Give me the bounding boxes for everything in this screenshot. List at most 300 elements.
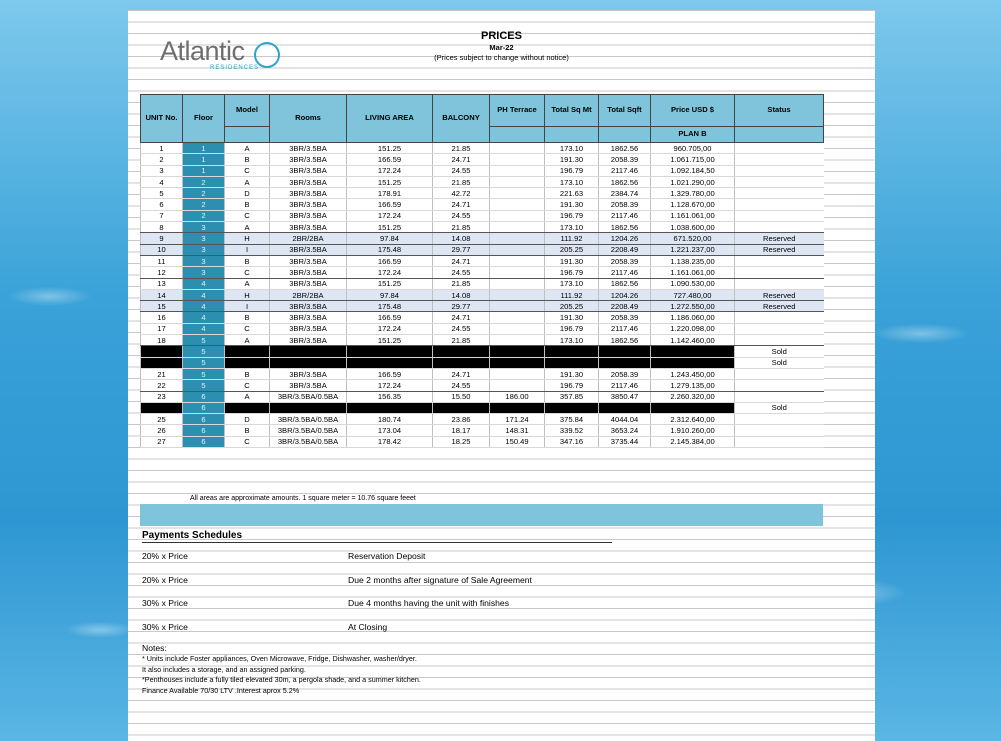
cell-total-sqft: 2117.46 [599, 267, 651, 278]
cell-floor: 4 [183, 323, 225, 334]
cell-status [735, 199, 824, 210]
cell-price: 2.312.640,00 [651, 414, 735, 425]
cell-unit: 5 [141, 188, 183, 199]
cell-status: Sold [735, 346, 824, 357]
cell-total-sqft: 2117.46 [599, 380, 651, 391]
cell-total-sqft: 2384.74 [599, 188, 651, 199]
cell-living: 97.84 [347, 289, 433, 300]
payments-heading: Payments Schedules [142, 530, 612, 543]
cell-living: 172.24 [347, 210, 433, 221]
cell-rooms: 3BR/3.5BA [270, 188, 347, 199]
cell-rooms: 3BR/3.5BA [270, 165, 347, 176]
cell-living: 151.25 [347, 335, 433, 346]
cell-model: C [225, 380, 270, 391]
cell-balcony: 21.85 [433, 335, 490, 346]
cell-floor: 4 [183, 312, 225, 323]
cell-unit: 18 [141, 335, 183, 346]
cell-price: 1.021.290,00 [651, 176, 735, 187]
note-line: *Penthouses include a fully tiled elevated 30m, a pergola shade, and a summer kitchen. [142, 675, 421, 685]
cell-total-sqft [599, 402, 651, 413]
table-row [141, 301, 824, 312]
cell-model: C [225, 436, 270, 447]
cell-ph-terrace [490, 289, 545, 300]
table-row [141, 165, 824, 176]
cell-unit: 16 [141, 312, 183, 323]
cell-price: 1.279.135,00 [651, 380, 735, 391]
cell-unit [141, 346, 183, 357]
cell-price: 1.243.450,00 [651, 368, 735, 379]
cell-balcony: 24.55 [433, 380, 490, 391]
cell-status: Sold [735, 402, 824, 413]
cell-price: 1.910.260,00 [651, 425, 735, 436]
cell-price: 1.220.098,00 [651, 323, 735, 334]
col-balcony: BALCONY [433, 95, 490, 143]
cell-ph-terrace [490, 154, 545, 165]
cell-living [347, 357, 433, 368]
cell-ph-terrace: 186.00 [490, 391, 545, 402]
cell-status [735, 188, 824, 199]
cell-model: C [225, 323, 270, 334]
cell-floor: 1 [183, 154, 225, 165]
cell-model: B [225, 255, 270, 266]
cell-ph-terrace [490, 301, 545, 312]
cell-price: 1.329.780,00 [651, 188, 735, 199]
cell-living: 178.91 [347, 188, 433, 199]
col-total-sqmt: Total Sq Mt [545, 95, 599, 127]
cell-total-sqmt: 173.10 [545, 176, 599, 187]
cell-living: 166.59 [347, 199, 433, 210]
cell-price: 1.161.061,00 [651, 267, 735, 278]
cell-price: 1.038.600,00 [651, 222, 735, 233]
cell-price: 1.221.237,00 [651, 244, 735, 255]
cell-floor: 3 [183, 244, 225, 255]
cell-price [651, 402, 735, 413]
cell-rooms: 2BR/2BA [270, 233, 347, 244]
cell-total-sqft: 1204.26 [599, 233, 651, 244]
cell-balcony: 24.71 [433, 255, 490, 266]
cell-total-sqmt: 111.92 [545, 289, 599, 300]
cell-status [735, 425, 824, 436]
cell-status: Reserved [735, 244, 824, 255]
table-row [141, 255, 824, 266]
table-row [141, 244, 824, 255]
cell-floor: 2 [183, 199, 225, 210]
cell-price: 671.520,00 [651, 233, 735, 244]
cell-rooms: 3BR/3.5BA [270, 255, 347, 266]
cell-status [735, 154, 824, 165]
cell-total-sqmt: 196.79 [545, 210, 599, 221]
payment-pct: 30% x Price [142, 598, 188, 608]
cell-ph-terrace [490, 165, 545, 176]
cell-floor: 3 [183, 222, 225, 233]
table-row [141, 380, 824, 391]
cell-total-sqmt: 339.52 [545, 425, 599, 436]
cell-floor: 4 [183, 289, 225, 300]
cell-total-sqft [599, 346, 651, 357]
cell-living: 175.48 [347, 301, 433, 312]
cell-unit: 7 [141, 210, 183, 221]
cell-ph-terrace [490, 312, 545, 323]
col-price: Price USD $ [651, 95, 735, 127]
price-disclaimer: (Prices subject to change without notice) [434, 53, 569, 62]
cell-price: 1.090.530,00 [651, 278, 735, 289]
cell-unit: 9 [141, 233, 183, 244]
cell-total-sqft: 3850.47 [599, 391, 651, 402]
table-row [141, 278, 824, 289]
cell-total-sqmt: 357.85 [545, 391, 599, 402]
cell-total-sqft: 1204.26 [599, 289, 651, 300]
cell-balcony: 24.55 [433, 210, 490, 221]
cell-balcony: 18.17 [433, 425, 490, 436]
cell-balcony [433, 357, 490, 368]
cell-floor: 3 [183, 255, 225, 266]
cell-floor: 6 [183, 425, 225, 436]
cell-floor: 6 [183, 436, 225, 447]
cell-living: 173.04 [347, 425, 433, 436]
cell-price: 1.092.184,50 [651, 165, 735, 176]
cell-total-sqmt [545, 357, 599, 368]
col-model: Model [225, 95, 270, 127]
payment-desc: Due 2 months after signature of Sale Agreement [348, 574, 532, 585]
cell-living: 166.59 [347, 368, 433, 379]
cell-total-sqft: 1862.56 [599, 222, 651, 233]
cell-rooms: 3BR/3.5BA [270, 154, 347, 165]
cell-living: 156.35 [347, 391, 433, 402]
table-row [141, 436, 824, 447]
cell-status: Reserved [735, 289, 824, 300]
table-row [141, 233, 824, 244]
cell-balcony: 21.85 [433, 176, 490, 187]
cell-model: C [225, 165, 270, 176]
cell-total-sqft: 1862.56 [599, 335, 651, 346]
cell-total-sqft: 1862.56 [599, 176, 651, 187]
cell-ph-terrace [490, 278, 545, 289]
cell-ph-terrace [490, 335, 545, 346]
cell-floor: 2 [183, 176, 225, 187]
cell-model: B [225, 425, 270, 436]
cell-unit: 2 [141, 154, 183, 165]
cell-total-sqft: 4044.04 [599, 414, 651, 425]
cell-status [735, 210, 824, 221]
cell-model [225, 346, 270, 357]
cell-status [735, 176, 824, 187]
cell-unit: 17 [141, 323, 183, 334]
cell-living: 151.25 [347, 278, 433, 289]
cell-living: 172.24 [347, 380, 433, 391]
cell-balcony: 24.71 [433, 154, 490, 165]
table-row [141, 222, 824, 233]
cell-living: 151.25 [347, 222, 433, 233]
payment-desc: At Closing [348, 621, 388, 632]
payment-desc: Reservation Deposit [348, 551, 426, 561]
cell-floor: 4 [183, 301, 225, 312]
note-line: Finance Available 70/30 LTV .Interest aprox 5.2% [142, 686, 300, 696]
cell-balcony: 14.08 [433, 233, 490, 244]
cell-status [735, 312, 824, 323]
cell-unit: 6 [141, 199, 183, 210]
cell-ph-terrace [490, 199, 545, 210]
payment-row [142, 614, 812, 638]
cell-total-sqft: 3653.24 [599, 425, 651, 436]
cell-price [651, 357, 735, 368]
cell-floor: 1 [183, 165, 225, 176]
cell-total-sqmt: 111.92 [545, 233, 599, 244]
cell-total-sqft: 2208.49 [599, 244, 651, 255]
area-note: All areas are approximate amounts. 1 square meter = 10.76 square feeet [190, 495, 416, 502]
cell-floor: 2 [183, 210, 225, 221]
table-row [141, 391, 824, 402]
table-row [141, 425, 824, 436]
table-row [141, 414, 824, 425]
cell-total-sqmt: 196.79 [545, 165, 599, 176]
cell-unit: 1 [141, 143, 183, 154]
cell-living: 172.24 [347, 267, 433, 278]
cell-floor: 6 [183, 391, 225, 402]
cell-price: 2.145.384,00 [651, 436, 735, 447]
cell-rooms: 3BR/3.5BA [270, 380, 347, 391]
cell-balcony: 14.08 [433, 289, 490, 300]
cell-unit: 4 [141, 176, 183, 187]
cell-total-sqmt [545, 402, 599, 413]
col-rooms: Rooms [270, 95, 347, 143]
cell-status [735, 368, 824, 379]
cell-unit: 25 [141, 414, 183, 425]
cell-model: I [225, 244, 270, 255]
cell-unit: 21 [141, 368, 183, 379]
cell-price: 960.705,00 [651, 143, 735, 154]
cell-floor: 6 [183, 414, 225, 425]
cell-rooms: 3BR/3.5BA [270, 301, 347, 312]
cell-ph-terrace [490, 380, 545, 391]
cell-floor: 4 [183, 278, 225, 289]
cell-balcony: 24.55 [433, 267, 490, 278]
cell-living: 166.59 [347, 154, 433, 165]
col-living: LIVING AREA [347, 95, 433, 143]
cell-unit: 11 [141, 255, 183, 266]
table-row [141, 346, 824, 357]
cell-balcony: 18.25 [433, 436, 490, 447]
cell-ph-terrace [490, 255, 545, 266]
cell-total-sqmt: 173.10 [545, 143, 599, 154]
cell-rooms [270, 357, 347, 368]
price-table [140, 94, 824, 448]
cell-balcony: 24.71 [433, 312, 490, 323]
cell-total-sqft: 3735.44 [599, 436, 651, 447]
payment-row [142, 590, 812, 614]
cell-total-sqmt: 191.30 [545, 199, 599, 210]
cell-balcony: 23.86 [433, 414, 490, 425]
cell-price: 1.161.061,00 [651, 210, 735, 221]
cell-floor: 5 [183, 368, 225, 379]
cell-rooms: 3BR/3.5BA [270, 176, 347, 187]
table-row [141, 210, 824, 221]
cell-living [347, 346, 433, 357]
col-status: Status [735, 95, 824, 127]
cell-model: I [225, 301, 270, 312]
cell-total-sqft: 2058.39 [599, 255, 651, 266]
cell-rooms: 3BR/3.5BA [270, 143, 347, 154]
cell-living: 180.74 [347, 414, 433, 425]
plan-label: PLAN B [651, 127, 735, 143]
cell-status: Sold [735, 357, 824, 368]
cell-status [735, 323, 824, 334]
table-body [141, 143, 824, 448]
cell-floor: 3 [183, 267, 225, 278]
table-row [141, 176, 824, 187]
cell-rooms: 3BR/3.5BA [270, 222, 347, 233]
payment-row [142, 567, 812, 591]
cell-balcony [433, 346, 490, 357]
price-sheet [128, 10, 875, 741]
cell-unit [141, 402, 183, 413]
cell-total-sqmt: 221.63 [545, 188, 599, 199]
cell-ph-terrace [490, 222, 545, 233]
cell-balcony [433, 402, 490, 413]
cell-floor: 5 [183, 380, 225, 391]
payments-section [142, 530, 812, 637]
payment-desc: Due 4 months having the unit with finishes [348, 598, 509, 608]
cell-price: 1.128.670,00 [651, 199, 735, 210]
cell-model [225, 357, 270, 368]
cell-balcony: 21.85 [433, 278, 490, 289]
cell-price: 1.142.460,00 [651, 335, 735, 346]
cell-balcony: 24.71 [433, 368, 490, 379]
cell-total-sqmt: 196.79 [545, 380, 599, 391]
cell-rooms [270, 402, 347, 413]
cell-rooms: 3BR/3.5BA [270, 335, 347, 346]
sheet-header [128, 10, 875, 94]
cell-status [735, 143, 824, 154]
cell-status [735, 222, 824, 233]
cell-total-sqmt: 173.10 [545, 335, 599, 346]
cell-status: Reserved [735, 301, 824, 312]
cell-total-sqmt: 347.16 [545, 436, 599, 447]
table-header-row [141, 95, 824, 127]
cell-living: 172.24 [347, 165, 433, 176]
cell-ph-terrace [490, 346, 545, 357]
cell-balcony: 21.85 [433, 222, 490, 233]
table-row [141, 199, 824, 210]
cell-price: 727.480,00 [651, 289, 735, 300]
cell-total-sqmt: 196.79 [545, 323, 599, 334]
cell-price: 2.260.320,00 [651, 391, 735, 402]
cell-floor: 2 [183, 188, 225, 199]
cell-model: D [225, 414, 270, 425]
cell-status [735, 278, 824, 289]
cell-total-sqmt: 196.79 [545, 267, 599, 278]
payment-pct: 20% x Price [142, 551, 188, 561]
title-block [128, 30, 875, 62]
cell-total-sqmt: 191.30 [545, 312, 599, 323]
table-row [141, 267, 824, 278]
table-row [141, 357, 824, 368]
cell-ph-terrace [490, 402, 545, 413]
cell-rooms: 3BR/3.5BA [270, 368, 347, 379]
cell-total-sqft: 2058.39 [599, 312, 651, 323]
cell-model: A [225, 278, 270, 289]
table-row [141, 323, 824, 334]
cell-ph-terrace [490, 357, 545, 368]
cell-price: 1.061.715,00 [651, 154, 735, 165]
cell-floor: 1 [183, 143, 225, 154]
cell-model: B [225, 312, 270, 323]
cell-floor: 5 [183, 335, 225, 346]
cell-unit: 13 [141, 278, 183, 289]
cell-ph-terrace [490, 368, 545, 379]
cell-rooms: 3BR/3.5BA/0.5BA [270, 414, 347, 425]
table-row [141, 402, 824, 413]
cell-balcony: 42.72 [433, 188, 490, 199]
cell-total-sqft: 2117.46 [599, 165, 651, 176]
cell-balcony: 24.55 [433, 323, 490, 334]
cell-status [735, 380, 824, 391]
cell-living: 172.24 [347, 323, 433, 334]
cell-status [735, 436, 824, 447]
cell-living: 151.25 [347, 176, 433, 187]
cell-model: C [225, 210, 270, 221]
logo-word: Atlantic [160, 36, 245, 66]
cell-rooms: 3BR/3.5BA [270, 199, 347, 210]
col-unit: UNIT No. [141, 95, 183, 143]
cell-status [735, 414, 824, 425]
cell-rooms: 3BR/3.5BA [270, 244, 347, 255]
cell-total-sqft: 2208.49 [599, 301, 651, 312]
table-row [141, 143, 824, 154]
cell-price: 1.272.550,00 [651, 301, 735, 312]
cell-rooms: 3BR/3.5BA [270, 323, 347, 334]
cell-unit: 22 [141, 380, 183, 391]
payment-pct: 30% x Price [142, 621, 188, 632]
cell-price: 1.138.235,00 [651, 255, 735, 266]
cell-unit: 10 [141, 244, 183, 255]
cell-floor: 6 [183, 402, 225, 413]
cell-ph-terrace [490, 233, 545, 244]
cell-balcony: 29.77 [433, 244, 490, 255]
cell-ph-terrace: 171.24 [490, 414, 545, 425]
price-date: Mar-22 [489, 43, 514, 52]
cell-ph-terrace [490, 244, 545, 255]
cell-model: C [225, 267, 270, 278]
cell-balcony: 21.85 [433, 143, 490, 154]
cell-model: D [225, 188, 270, 199]
cell-total-sqft: 1862.56 [599, 278, 651, 289]
cell-rooms: 3BR/3.5BA [270, 267, 347, 278]
table-row [141, 335, 824, 346]
logo-sub: RESIDENCES [210, 65, 260, 71]
cell-total-sqft: 2058.39 [599, 154, 651, 165]
cell-total-sqmt: 191.30 [545, 154, 599, 165]
cell-model: B [225, 199, 270, 210]
page-title: PRICES [481, 30, 522, 42]
cell-rooms: 3BR/3.5BA [270, 278, 347, 289]
cell-balcony: 24.71 [433, 199, 490, 210]
notes-section [142, 643, 421, 697]
cell-unit: 3 [141, 165, 183, 176]
cell-model: H [225, 289, 270, 300]
cell-total-sqft [599, 357, 651, 368]
cell-status: Reserved [735, 233, 824, 244]
cell-total-sqmt: 191.30 [545, 255, 599, 266]
cell-ph-terrace [490, 188, 545, 199]
cell-ph-terrace [490, 210, 545, 221]
cell-total-sqft: 2058.39 [599, 368, 651, 379]
cell-living: 178.42 [347, 436, 433, 447]
cell-ph-terrace: 150.49 [490, 436, 545, 447]
cell-living [347, 402, 433, 413]
cell-balcony: 15.50 [433, 391, 490, 402]
note-line: It also includes a storage, and an assigned parking. [142, 664, 306, 674]
cell-total-sqmt: 191.30 [545, 368, 599, 379]
